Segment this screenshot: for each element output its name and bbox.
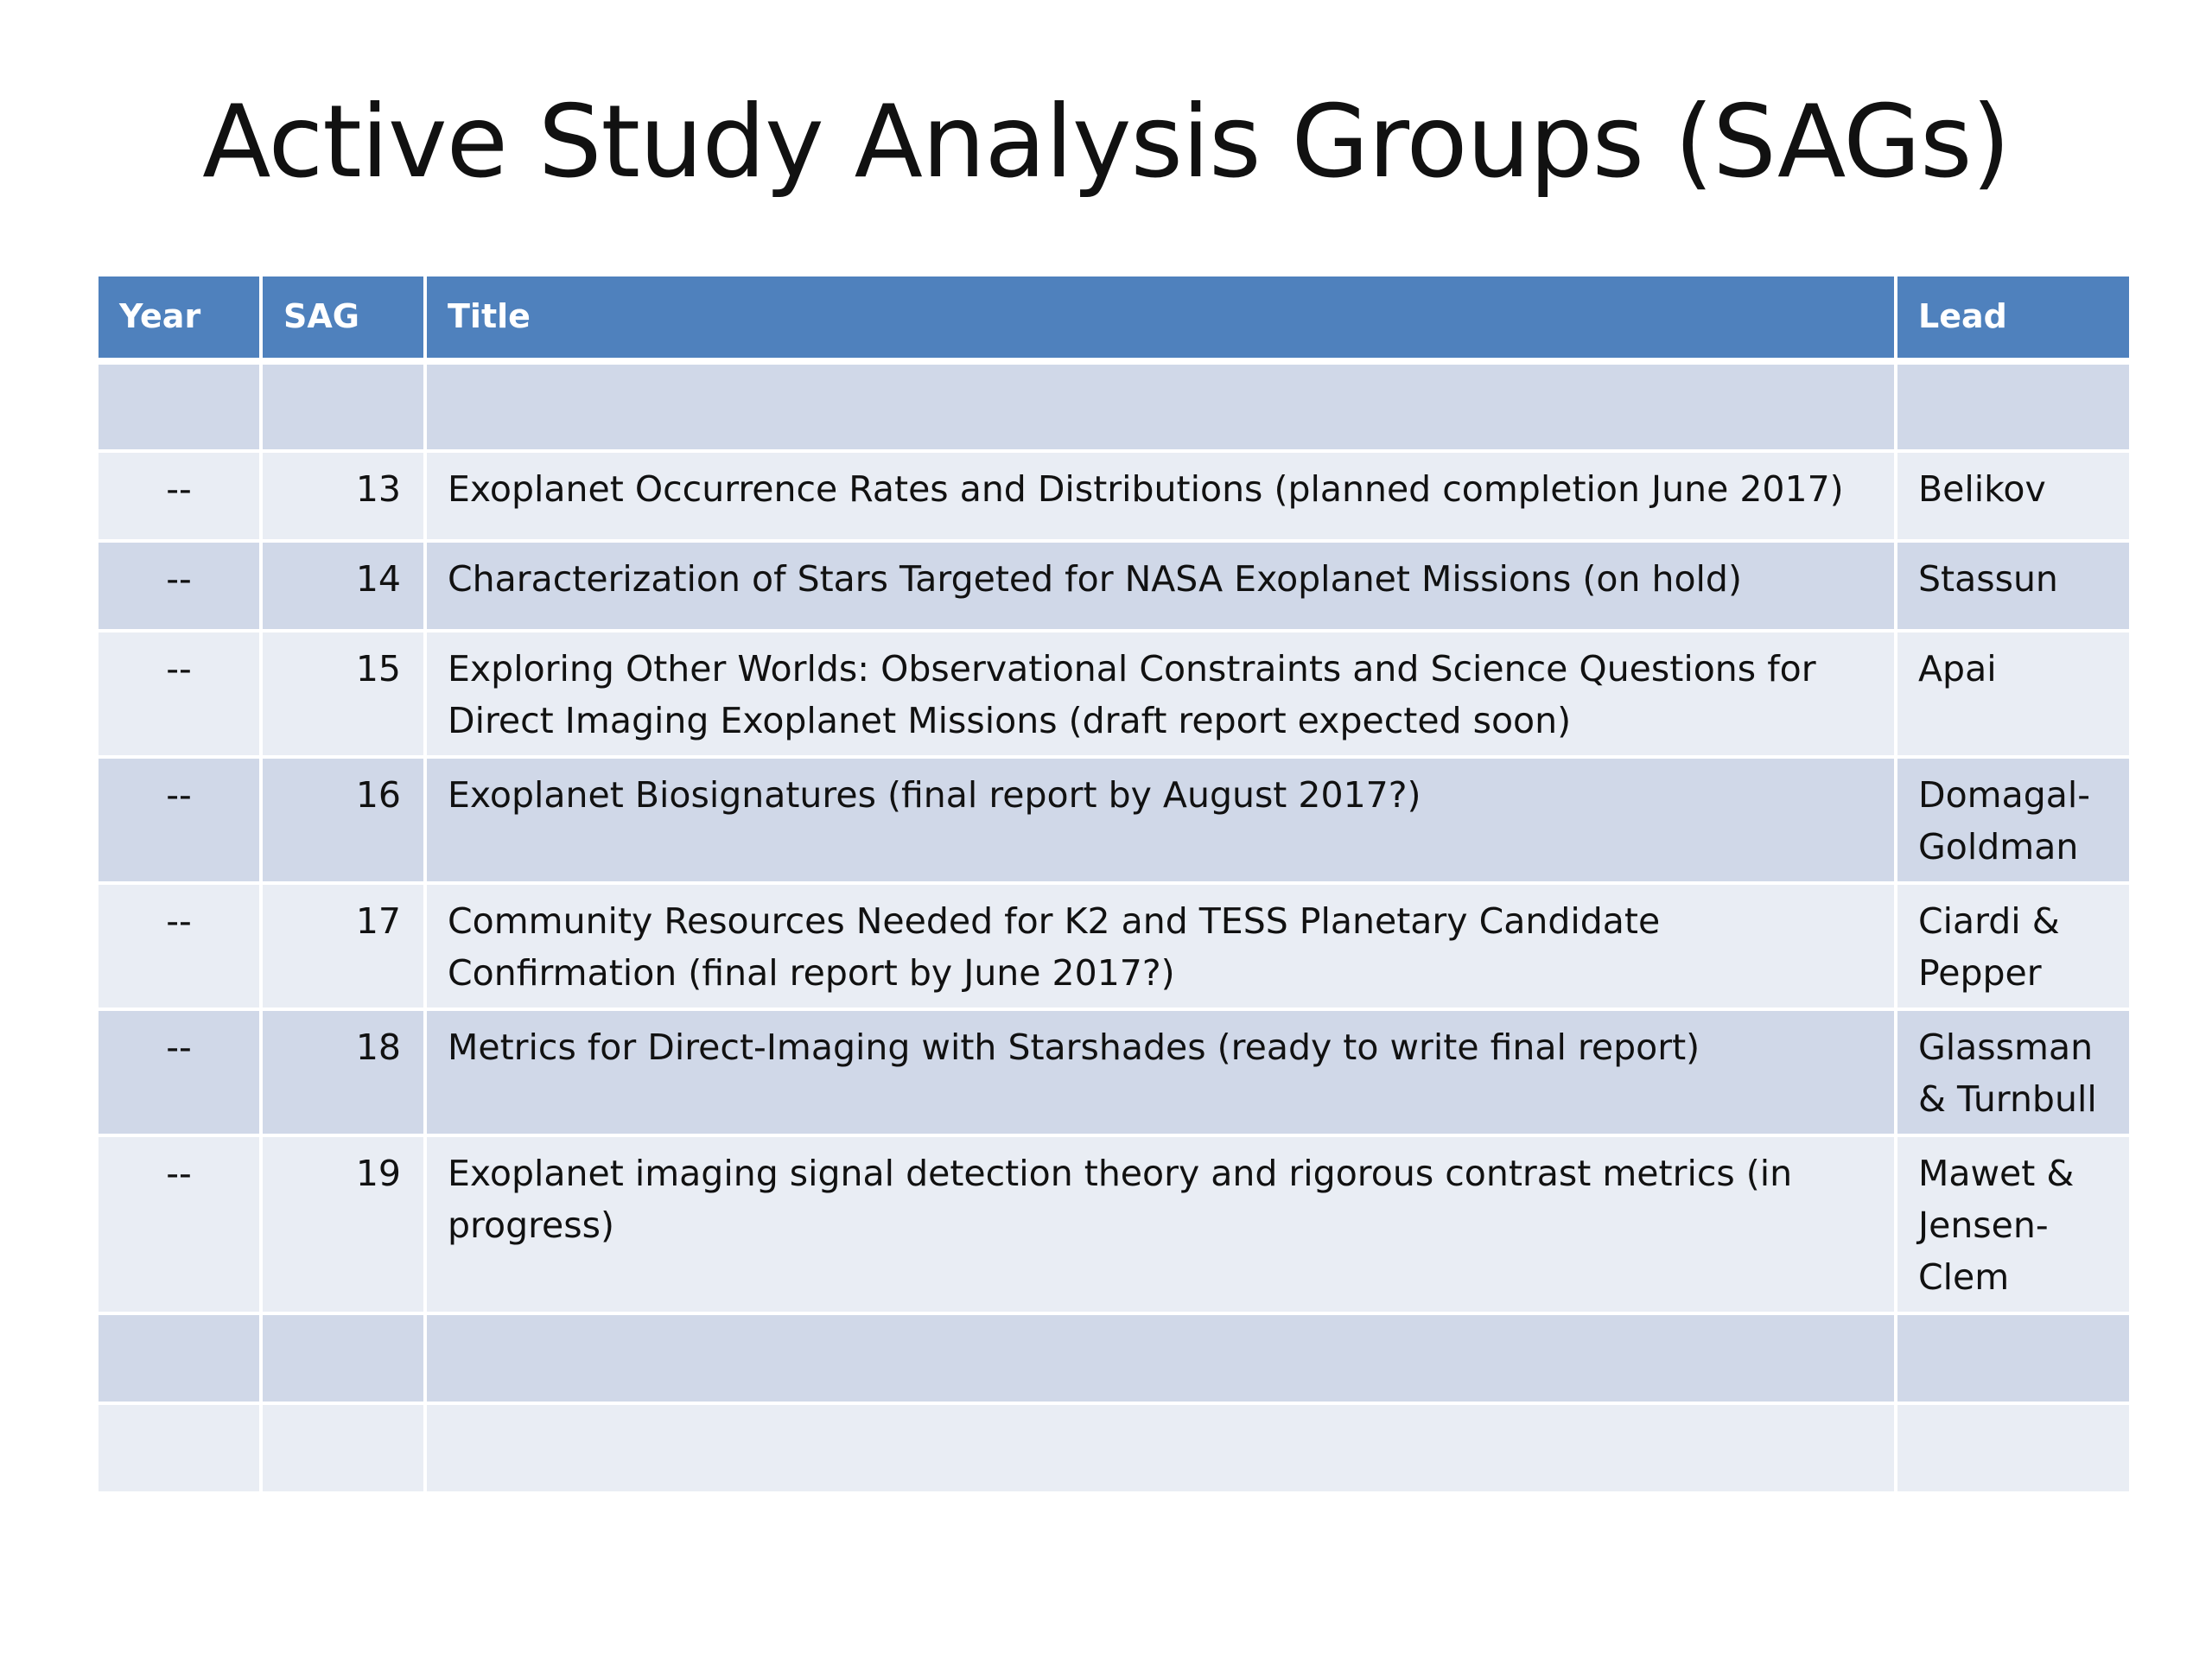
- cell-year: [97, 1313, 261, 1403]
- cell-year: --: [97, 883, 261, 1009]
- cell-title: [425, 1403, 1896, 1493]
- cell-sag: 16: [261, 757, 425, 883]
- sag-table: [95, 273, 2133, 1495]
- cell-title: [425, 361, 1896, 451]
- cell-sag: 14: [261, 541, 425, 631]
- header-sag: SAG: [261, 275, 425, 361]
- cell-title: Exploring Other Worlds: Observational Constraints and Science Questions for Direct Imaging Exoplanet Missions (draft report expected soon): [425, 631, 1896, 757]
- header-lead: Lead: [1896, 275, 2131, 361]
- cell-lead: [1896, 1403, 2131, 1493]
- cell-lead: Stassun: [1896, 541, 2131, 631]
- cell-year: --: [97, 1009, 261, 1135]
- cell-title: Characterization of Stars Targeted for NASA Exoplanet Missions (on hold): [425, 541, 1896, 631]
- table-row: [97, 757, 2131, 883]
- cell-lead: Glassman & Turnbull: [1896, 1009, 2131, 1135]
- table-row: [97, 631, 2131, 757]
- table-row: [97, 1313, 2131, 1403]
- cell-year: --: [97, 1135, 261, 1313]
- cell-title: Community Resources Needed for K2 and TESS Planetary Candidate Confirmation (final report by June 2017?): [425, 883, 1896, 1009]
- cell-title: Exoplanet Biosignatures (final report by August 2017?): [425, 757, 1896, 883]
- cell-year: --: [97, 757, 261, 883]
- cell-sag: 18: [261, 1009, 425, 1135]
- cell-title: Exoplanet Occurrence Rates and Distributions (planned completion June 2017): [425, 451, 1896, 541]
- cell-sag: 15: [261, 631, 425, 757]
- slide-title: Active Study Analysis Groups (SAGs): [202, 84, 2010, 200]
- table-header-row: [97, 275, 2131, 361]
- cell-title: [425, 1313, 1896, 1403]
- cell-lead: Mawet & Jensen-Clem: [1896, 1135, 2131, 1313]
- cell-sag: [261, 1403, 425, 1493]
- cell-lead: [1896, 1313, 2131, 1403]
- cell-sag: [261, 1313, 425, 1403]
- cell-sag: 19: [261, 1135, 425, 1313]
- cell-title: Exoplanet imaging signal detection theory and rigorous contrast metrics (in progress): [425, 1135, 1896, 1313]
- table-row: [97, 1135, 2131, 1313]
- table-row: [97, 1009, 2131, 1135]
- cell-lead: Ciardi & Pepper: [1896, 883, 2131, 1009]
- header-title: Title: [425, 275, 1896, 361]
- cell-lead: Domagal-Goldman: [1896, 757, 2131, 883]
- cell-year: [97, 361, 261, 451]
- table-row: [97, 541, 2131, 631]
- cell-lead: Belikov: [1896, 451, 2131, 541]
- cell-year: --: [97, 541, 261, 631]
- cell-year: [97, 1403, 261, 1493]
- cell-sag: 17: [261, 883, 425, 1009]
- table-row: [97, 883, 2131, 1009]
- table-row: [97, 361, 2131, 451]
- cell-sag: [261, 361, 425, 451]
- cell-sag: 13: [261, 451, 425, 541]
- header-year: Year: [97, 275, 261, 361]
- cell-title: Metrics for Direct-Imaging with Starshades (ready to write final report): [425, 1009, 1896, 1135]
- cell-year: --: [97, 631, 261, 757]
- table-row: [97, 451, 2131, 541]
- cell-lead: [1896, 361, 2131, 451]
- table-row: [97, 1403, 2131, 1493]
- cell-year: --: [97, 451, 261, 541]
- cell-lead: Apai: [1896, 631, 2131, 757]
